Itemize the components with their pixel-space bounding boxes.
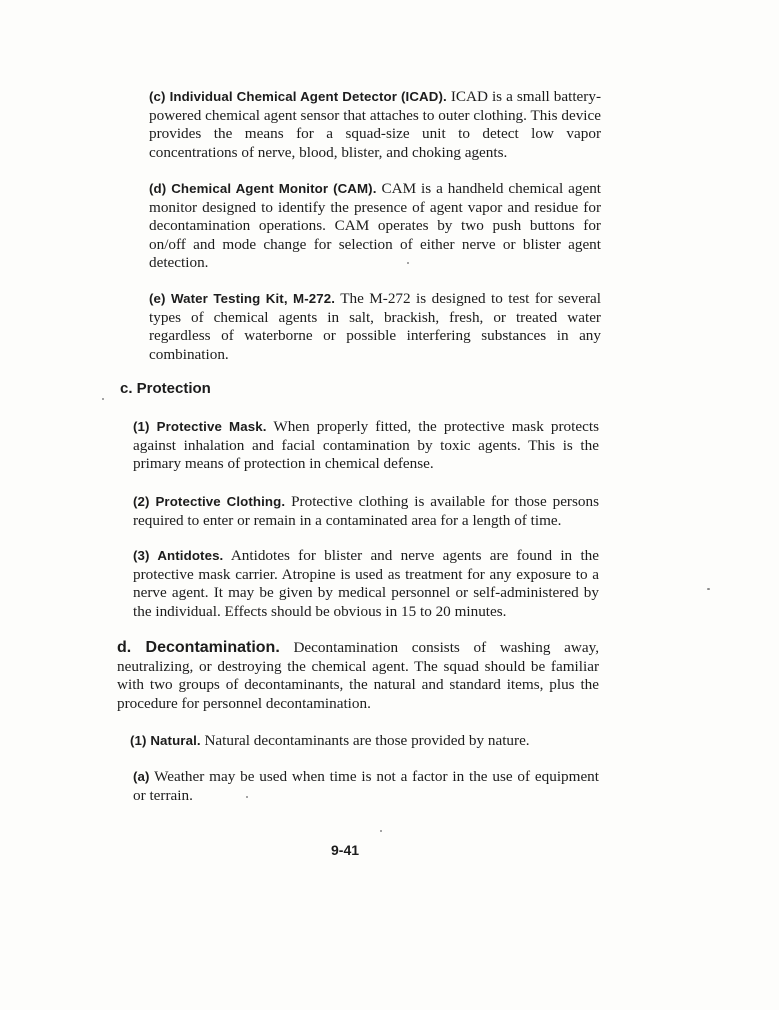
water-kit-paragraph <box>149 290 601 364</box>
scan-speck <box>407 262 409 264</box>
protective-mask-paragraph <box>133 418 599 474</box>
natural-text: Natural decontaminants are those provided by nature. <box>204 732 530 749</box>
weather-text: Weather may be used when time is not a factor in the use of equipment or terrain. <box>133 768 599 804</box>
decontamination-heading: d. Decontamination. <box>117 639 280 656</box>
weather-paragraph <box>133 768 599 805</box>
weather-heading: (a) <box>133 769 150 784</box>
protective-mask-heading: (1) Protective Mask. <box>133 419 267 434</box>
water-kit-text: The M-272 is designed to test for several types of chemical agents in salt, brackish, fresh, or treated water regardless of waterborne or possible interfering substances in any combination. <box>149 290 601 363</box>
natural-paragraph <box>130 732 600 751</box>
cam-paragraph <box>149 180 601 273</box>
icad-text: ICAD is a small battery-powered chemical agent sensor that attaches to outer clothing. This device provides the means for a squad-size unit to detect low vapor concentrations of nerve, blood, blister, and choking agents. <box>149 88 602 161</box>
antidotes-paragraph <box>133 547 599 621</box>
cam-text: CAM is a handheld chemical agent monitor designed to identify the presence of agent vapor and residue for decontamination operations. CAM operates by two push buttons for on/off and mode change for selection of either nerve or blister agent detection. <box>149 180 602 272</box>
icad-paragraph <box>149 88 601 162</box>
scan-speck <box>380 830 382 832</box>
antidotes-heading: (3) Antidotes. <box>133 548 224 563</box>
protective-clothing-text: Protective clothing is available for those persons required to enter or remain in a contaminated area for a length of time. <box>133 493 599 529</box>
antidotes-text: Antidotes for blister and nerve agents are found in the protective mask carrier. Atropine is used as treatment for any exposure to a nerve agent. It may be given by medical personnel or self-administered by the individual. Effects should be obvious in 15 to 20 minutes. <box>133 547 599 620</box>
scan-speck <box>707 588 710 590</box>
protective-mask-text: When properly fitted, the protective mask protects against inhalation and facial contamination by toxic agents. This is the primary means of protection in chemical defense. <box>133 418 599 473</box>
natural-heading: (1) Natural. <box>130 733 201 748</box>
page-number: 9-41 <box>331 842 360 858</box>
protective-clothing-paragraph <box>133 493 599 530</box>
scan-speck <box>102 398 104 400</box>
icad-heading: (c) Individual Chemical Agent Detector (ICAD). <box>149 89 447 104</box>
protective-clothing-heading: (2) Protective Clothing. <box>133 494 286 509</box>
scan-speck <box>246 796 248 798</box>
cam-heading: (d) Chemical Agent Monitor (CAM). <box>149 181 377 196</box>
decontamination-paragraph <box>117 639 599 713</box>
protection-title: c. Protection <box>120 380 211 397</box>
decontamination-text: Decontamination consists of washing away, neutralizing, or destroying the chemical agent. The squad should be familiar with two groups of decontaminants, the natural and standard items, plus the procedure for personnel decontamination. <box>117 639 599 712</box>
water-kit-heading: (e) Water Testing Kit, M-272. <box>149 291 336 306</box>
